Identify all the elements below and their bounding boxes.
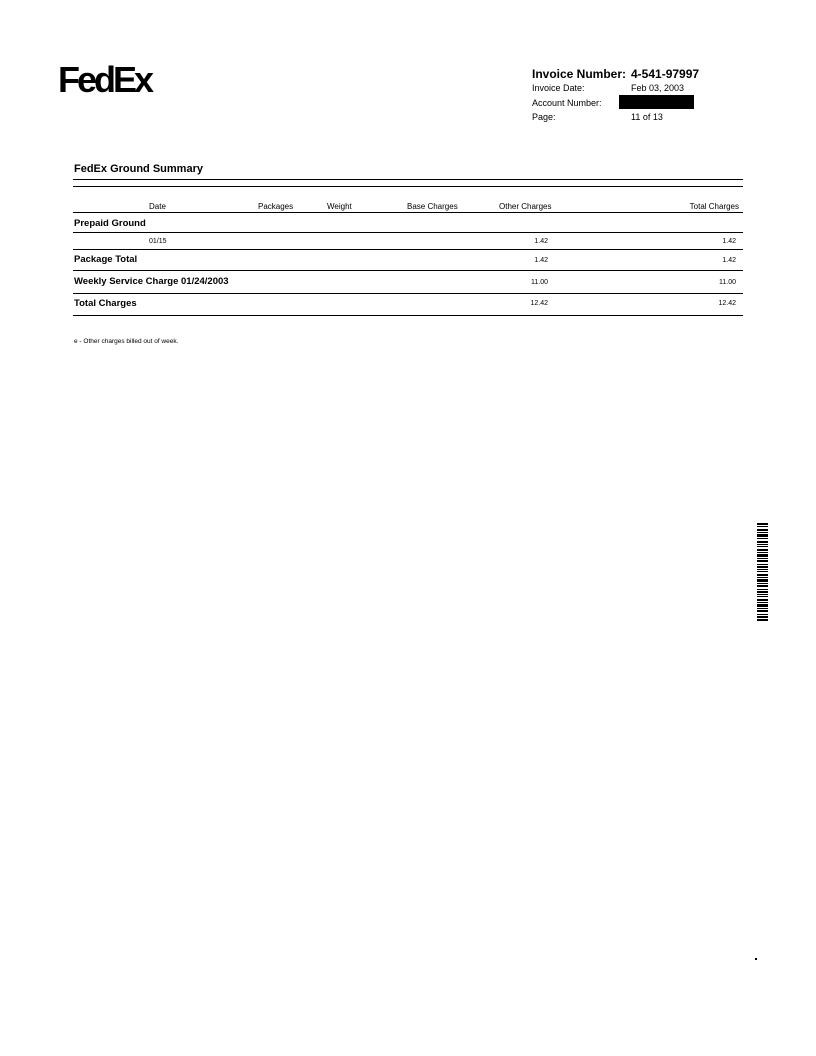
- package-total-other: 1.42: [534, 257, 548, 264]
- divider: [73, 293, 743, 294]
- account-number-label: Account Number:: [532, 98, 602, 108]
- account-number-redaction: [619, 95, 694, 109]
- divider: [73, 179, 743, 180]
- invoice-number-value: 4-541-97997: [631, 67, 700, 81]
- total-charges-total: 12.42: [718, 300, 736, 307]
- group-title: Prepaid Ground: [74, 218, 146, 229]
- weekly-service-total: 11.00: [719, 279, 736, 286]
- footnote: e - Other charges billed out of week.: [74, 338, 179, 345]
- divider: [73, 249, 743, 250]
- total-charges-label: Total Charges: [74, 298, 137, 309]
- page-value: 11 of 13: [631, 112, 663, 122]
- detail-date: 01/15: [149, 238, 167, 245]
- invoice-date-value: Feb 03, 2003: [631, 83, 685, 93]
- package-total-total: 1.42: [722, 257, 736, 264]
- column-header-packages: Packages: [258, 202, 294, 211]
- invoice-date-label: Invoice Date:: [532, 83, 585, 93]
- detail-total-charges: 1.42: [722, 238, 736, 245]
- divider: [73, 212, 743, 213]
- fedex-logo-icon: [58, 62, 168, 96]
- barcode-icon: [757, 523, 768, 621]
- divider: [73, 186, 743, 187]
- page-label: Page:: [532, 112, 556, 122]
- package-total-label: Package Total: [74, 254, 138, 265]
- detail-other-charges: 1.42: [534, 238, 548, 245]
- weekly-service-other: 11.00: [531, 279, 548, 286]
- divider: [73, 232, 743, 233]
- column-header-weight: Weight: [327, 202, 352, 211]
- column-header-date: Date: [149, 202, 166, 211]
- total-charges-other: 12.42: [530, 300, 548, 307]
- divider: [73, 270, 743, 271]
- column-header-other-charges: Other Charges: [499, 202, 552, 211]
- column-header-total-charges: Total Charges: [689, 202, 739, 211]
- invoice-number-label: Invoice Number:: [532, 67, 627, 81]
- section-title: FedEx Ground Summary: [74, 163, 203, 175]
- divider: [73, 315, 743, 316]
- weekly-service-label: Weekly Service Charge 01/24/2003: [74, 276, 229, 287]
- page-mark: [755, 958, 757, 960]
- column-header-base-charges: Base Charges: [407, 202, 458, 211]
- fedex-logo-fed-text: FedEx: [58, 62, 152, 96]
